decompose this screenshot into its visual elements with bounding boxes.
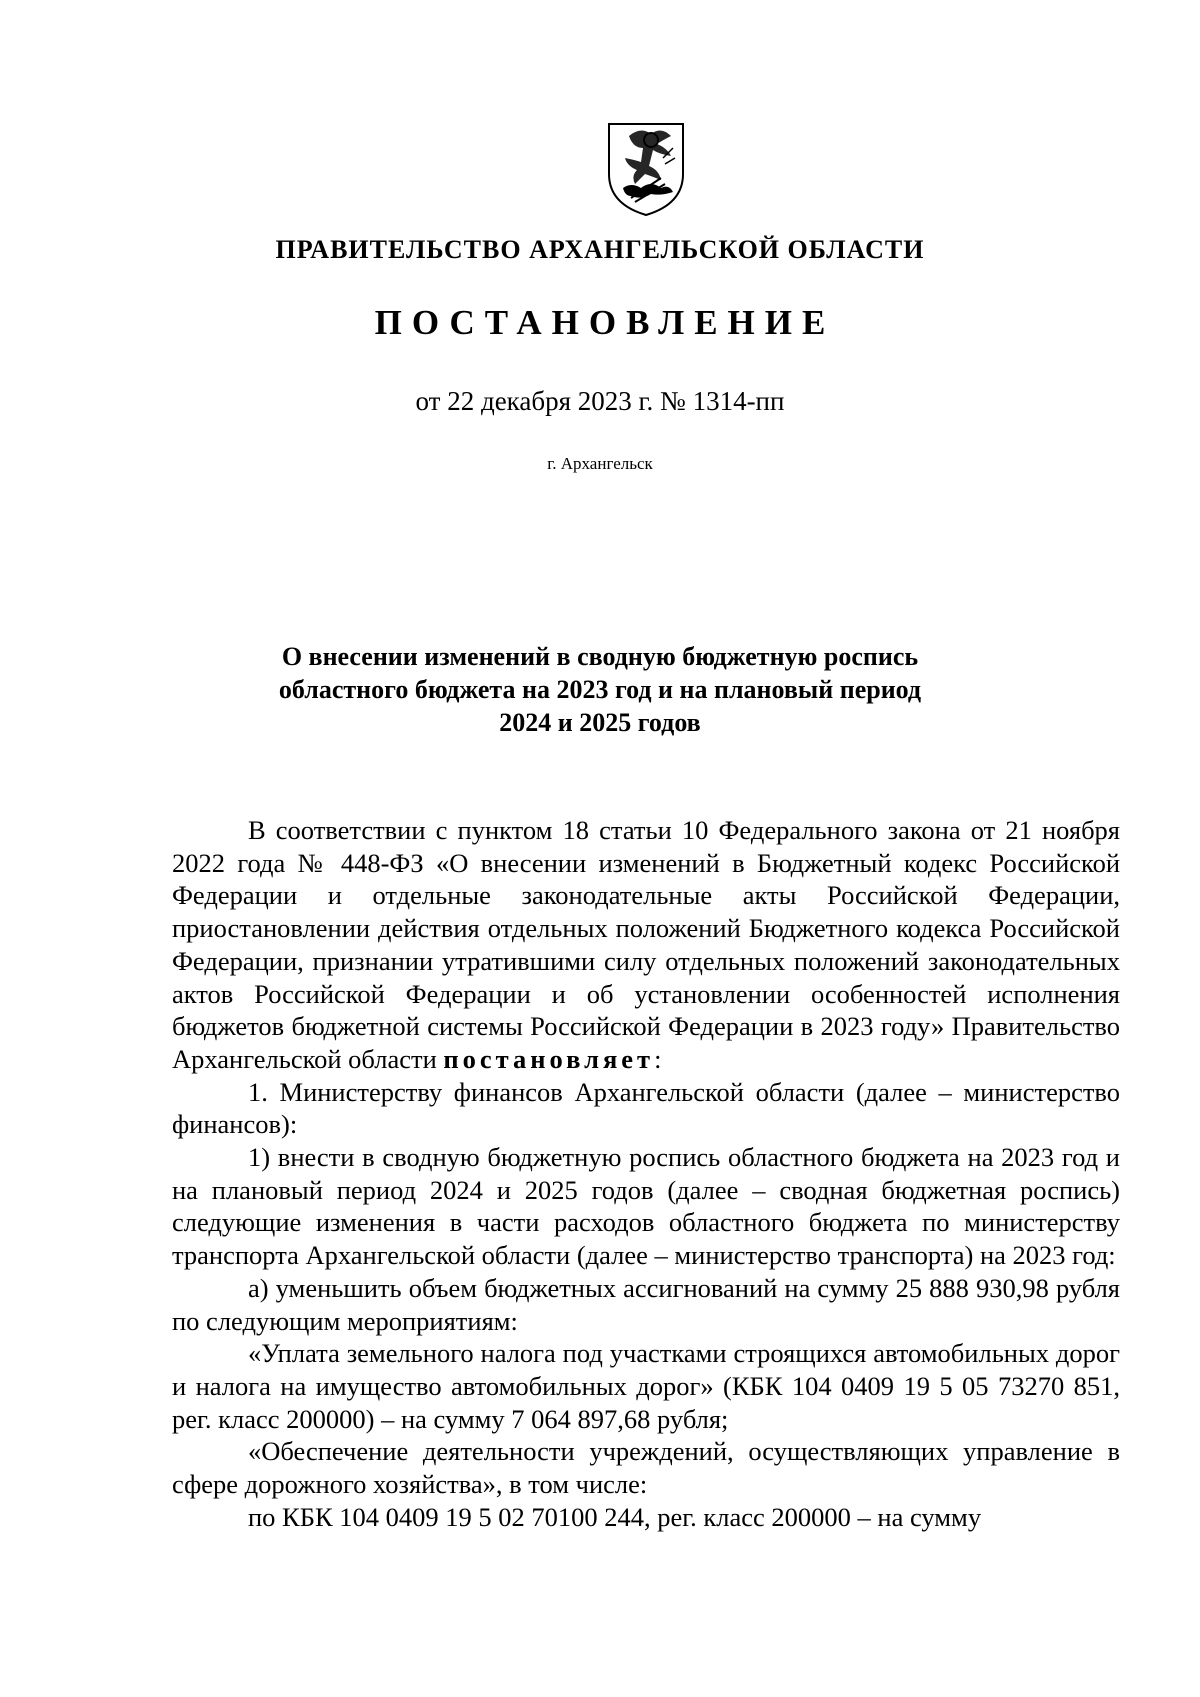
subject-line-3: 2024 и 2025 годов [499, 708, 701, 737]
body-paragraph-1: 1. Министерству финансов Архангельской области (далее – министерство финансов): [172, 1076, 1120, 1140]
body-paragraph-preamble [172, 814, 1120, 1076]
resolution-verb: постановляет [443, 1043, 655, 1074]
document-type-title: ПОСТАНОВЛЕНИЕ [374, 303, 836, 342]
subject-line-2: областного бюджета на 2023 год и на плановый период [278, 675, 922, 704]
body-paragraph-4: «Уплата земельного налога под участками строящихся автомобильных дорог и налога на имущество автомобильных дорог» (КБК 104 0409 19 5 05 73270 851, рег. класс 200000) – на сумму 7 064 897,68 рубля; [172, 1338, 1120, 1434]
document-date-number: от 22 декабря 2023 г. № 1314-пп [415, 386, 785, 416]
body-paragraph-5: «Обеспечение деятельности учреждений, осуществляющих управление в сфере дорожного хозяйства», в том числе: [172, 1436, 1120, 1500]
coat-of-arms-emblem [601, 118, 691, 218]
body-paragraph-3: а) уменьшить объем бюджетных ассигнований на сумму 25 888 930,98 рубля по следующим мероприятиям: [172, 1272, 1120, 1336]
subject-line-1: О внесении изменений в сводную бюджетную роспись [281, 642, 919, 671]
document-body [172, 814, 1120, 1533]
document-city: г. Архангельск [547, 454, 653, 473]
organization-name: ПРАВИТЕЛЬСТВО АРХАНГЕЛЬСКОЙ ОБЛАСТИ [275, 235, 925, 264]
preamble-end: : [654, 1043, 662, 1074]
coat-of-arms-icon [601, 118, 691, 218]
body-paragraph-2: 1) внести в сводную бюджетную роспись областного бюджета на 2023 год и на плановый период 2024 и 2025 годов (далее – сводная бюджетная роспись) следующие изменения в части расходов областного бюджета по министерству транспорта Архангельской области (далее – министерство транспорта) на 2023 год: [172, 1142, 1120, 1271]
body-paragraph-6: по КБК 104 0409 19 5 02 70100 244, рег. класс 200000 – на сумму [248, 1501, 982, 1532]
preamble-text: В соответствии с пунктом 18 статьи 10 Федерального закона от 21 ноября 2022 года № 448-ФЗ «О внесении изменений в Бюджетный кодекс Российской Федерации и отдельные законодательные акты Российской Федерации, приостановлении действия отдельных положений Бюджетного кодекса Российской Федерации, признании утратившими силу отдельных положений законодательных актов Российской Федерации и об установлении особенностей исполнения бюджетов бюджетной системы Российской Федерации в 2023 году» Правительство Архангельской области [172, 815, 1120, 1074]
document-subject [0, 640, 1200, 739]
